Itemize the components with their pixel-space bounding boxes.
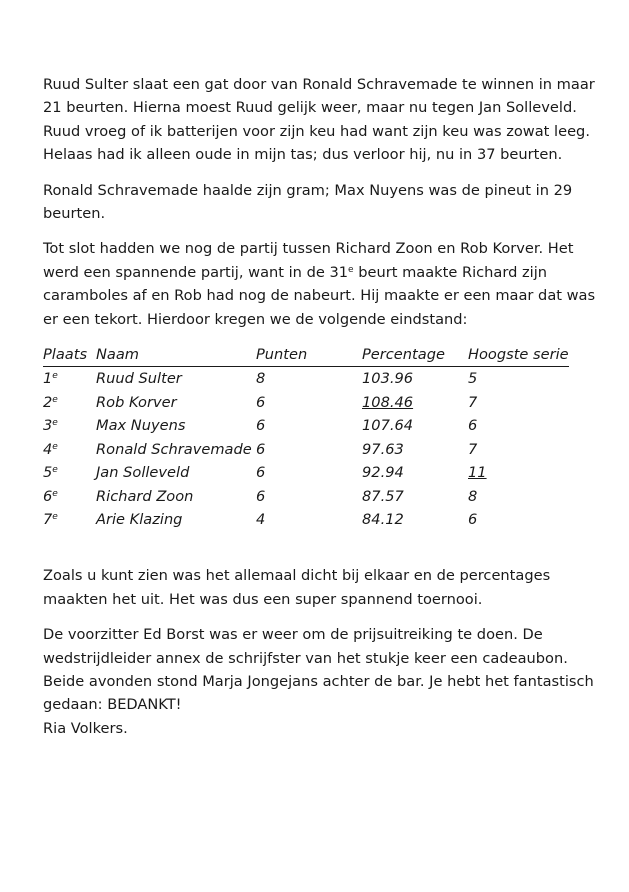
rank-suffix: e bbox=[52, 418, 58, 429]
cell-percentage: 87.57 bbox=[362, 487, 404, 505]
cell-plaats bbox=[43, 485, 96, 508]
cell-percentage: 84.12 bbox=[362, 510, 404, 528]
paragraph-ruud-sulter: Ruud Sulter slaat een gat door van Ronald Schravemade te winnen in maar 21 beurten. Hierna moest Ruud gelijk weer, maar nu tegen Jan Solleveld. Ruud vroeg of ik batterijen voor zijn keu had want zijn keu was zowat leeg. Helaas had ik alleen oude in mijn tas; dus verloor hij, nu in 37 beurten. bbox=[43, 76, 595, 164]
rank-number: 4 bbox=[43, 440, 53, 458]
cell-naam: Rob Korver bbox=[96, 393, 177, 411]
signature: Ria Volkers. bbox=[43, 719, 128, 737]
ordinal-superscript: e bbox=[348, 264, 354, 275]
rank-suffix: e bbox=[52, 394, 58, 405]
cell-naam: Ruud Sulter bbox=[96, 370, 182, 388]
standings-body bbox=[43, 367, 569, 531]
cell-naam: Jan Solleveld bbox=[96, 464, 190, 482]
cell-plaats bbox=[43, 461, 96, 484]
cell-percentage: 97.63 bbox=[362, 440, 404, 458]
cell-percentage: 107.64 bbox=[362, 417, 414, 435]
rank-number: 3 bbox=[43, 417, 53, 435]
standings-header-row bbox=[43, 343, 569, 367]
cell-percentage bbox=[362, 391, 468, 414]
paragraph-conclusion: Zoals u kunt zien was het allemaal dicht bij elkaar en de percentages maakten het uit. Het was dus een super spannend toernooi. bbox=[43, 567, 551, 608]
standings-header bbox=[43, 343, 569, 367]
cell-plaats bbox=[43, 414, 96, 437]
cell-punten: 6 bbox=[256, 417, 266, 435]
table-row bbox=[43, 414, 569, 437]
cell-punten: 4 bbox=[256, 510, 266, 528]
cell-plaats bbox=[43, 367, 96, 391]
rank-number: 1 bbox=[43, 370, 53, 388]
rank-suffix: e bbox=[52, 441, 58, 452]
cell-plaats bbox=[43, 438, 96, 461]
best-series: 11 bbox=[468, 464, 487, 482]
cell-hoogste-serie bbox=[468, 461, 569, 484]
cell-hoogste-serie: 5 bbox=[468, 370, 478, 388]
cell-hoogste-serie: 6 bbox=[468, 417, 478, 435]
document-page bbox=[43, 73, 603, 740]
rank-suffix: e bbox=[52, 488, 58, 499]
paragraph-ronald-schravemade: Ronald Schravemade haalde zijn gram; Max Nuyens was de pineut in 29 beurten. bbox=[43, 181, 573, 223]
cell-hoogste-serie: 7 bbox=[468, 393, 478, 411]
final-match-text-end: beurt maakte Richard zijn caramboles af en Rob had nog de nabeurt. Hij maakte er een maar dat was er een tekort. Hierdoor kregen we de volgende eindstand: bbox=[43, 263, 596, 328]
table-row bbox=[43, 508, 569, 531]
cell-hoogste-serie: 6 bbox=[468, 510, 478, 528]
table-row bbox=[43, 391, 569, 414]
header-hoogste-serie: Hoogste serie bbox=[468, 343, 569, 367]
cell-plaats bbox=[43, 391, 96, 414]
cell-punten: 6 bbox=[256, 487, 266, 505]
cell-naam: Arie Klazing bbox=[96, 510, 183, 528]
cell-naam: Max Nuyens bbox=[96, 417, 186, 435]
header-punten: Punten bbox=[256, 343, 362, 367]
cell-hoogste-serie: 8 bbox=[468, 487, 478, 505]
best-percentage: 108.46 bbox=[362, 393, 414, 411]
cell-punten: 6 bbox=[256, 440, 266, 458]
cell-percentage: 103.96 bbox=[362, 370, 414, 388]
header-naam: Naam bbox=[96, 343, 256, 367]
header-percentage: Percentage bbox=[362, 343, 468, 367]
cell-punten: 6 bbox=[256, 464, 266, 482]
final-match-text-start: Tot slot hadden we nog de partij tussen Richard Zoon en Rob Korver. Het werd een spannende partij, want in de 31 bbox=[43, 240, 574, 281]
table-row bbox=[43, 367, 569, 391]
rank-number: 6 bbox=[43, 487, 53, 505]
standings-table bbox=[43, 343, 569, 531]
paragraph-final-match bbox=[43, 237, 603, 331]
paragraph-thanks: De voorzitter Ed Borst was er weer om de prijsuitreiking te doen. De wedstrijdleider annex de schrijfster van het stukje keer een cadeaubon. Beide avonden stond Marja Jongejans achter de bar. Je hebt het fantastisch gedaan: BEDANKT! bbox=[43, 626, 594, 714]
cell-naam: Ronald Schravemade bbox=[96, 440, 252, 458]
rank-suffix: e bbox=[52, 371, 58, 382]
rank-number: 5 bbox=[43, 464, 53, 482]
rank-number: 7 bbox=[43, 510, 53, 528]
rank-number: 2 bbox=[43, 393, 53, 411]
cell-percentage: 92.94 bbox=[362, 464, 404, 482]
cell-plaats bbox=[43, 508, 96, 531]
cell-punten: 6 bbox=[256, 393, 266, 411]
cell-punten: 8 bbox=[256, 370, 266, 388]
cell-hoogste-serie: 7 bbox=[468, 440, 478, 458]
table-row bbox=[43, 438, 569, 461]
header-plaats: Plaats bbox=[43, 343, 96, 367]
table-row bbox=[43, 461, 569, 484]
cell-naam: Richard Zoon bbox=[96, 487, 194, 505]
rank-suffix: e bbox=[52, 465, 58, 476]
rank-suffix: e bbox=[52, 511, 58, 522]
table-row bbox=[43, 485, 569, 508]
